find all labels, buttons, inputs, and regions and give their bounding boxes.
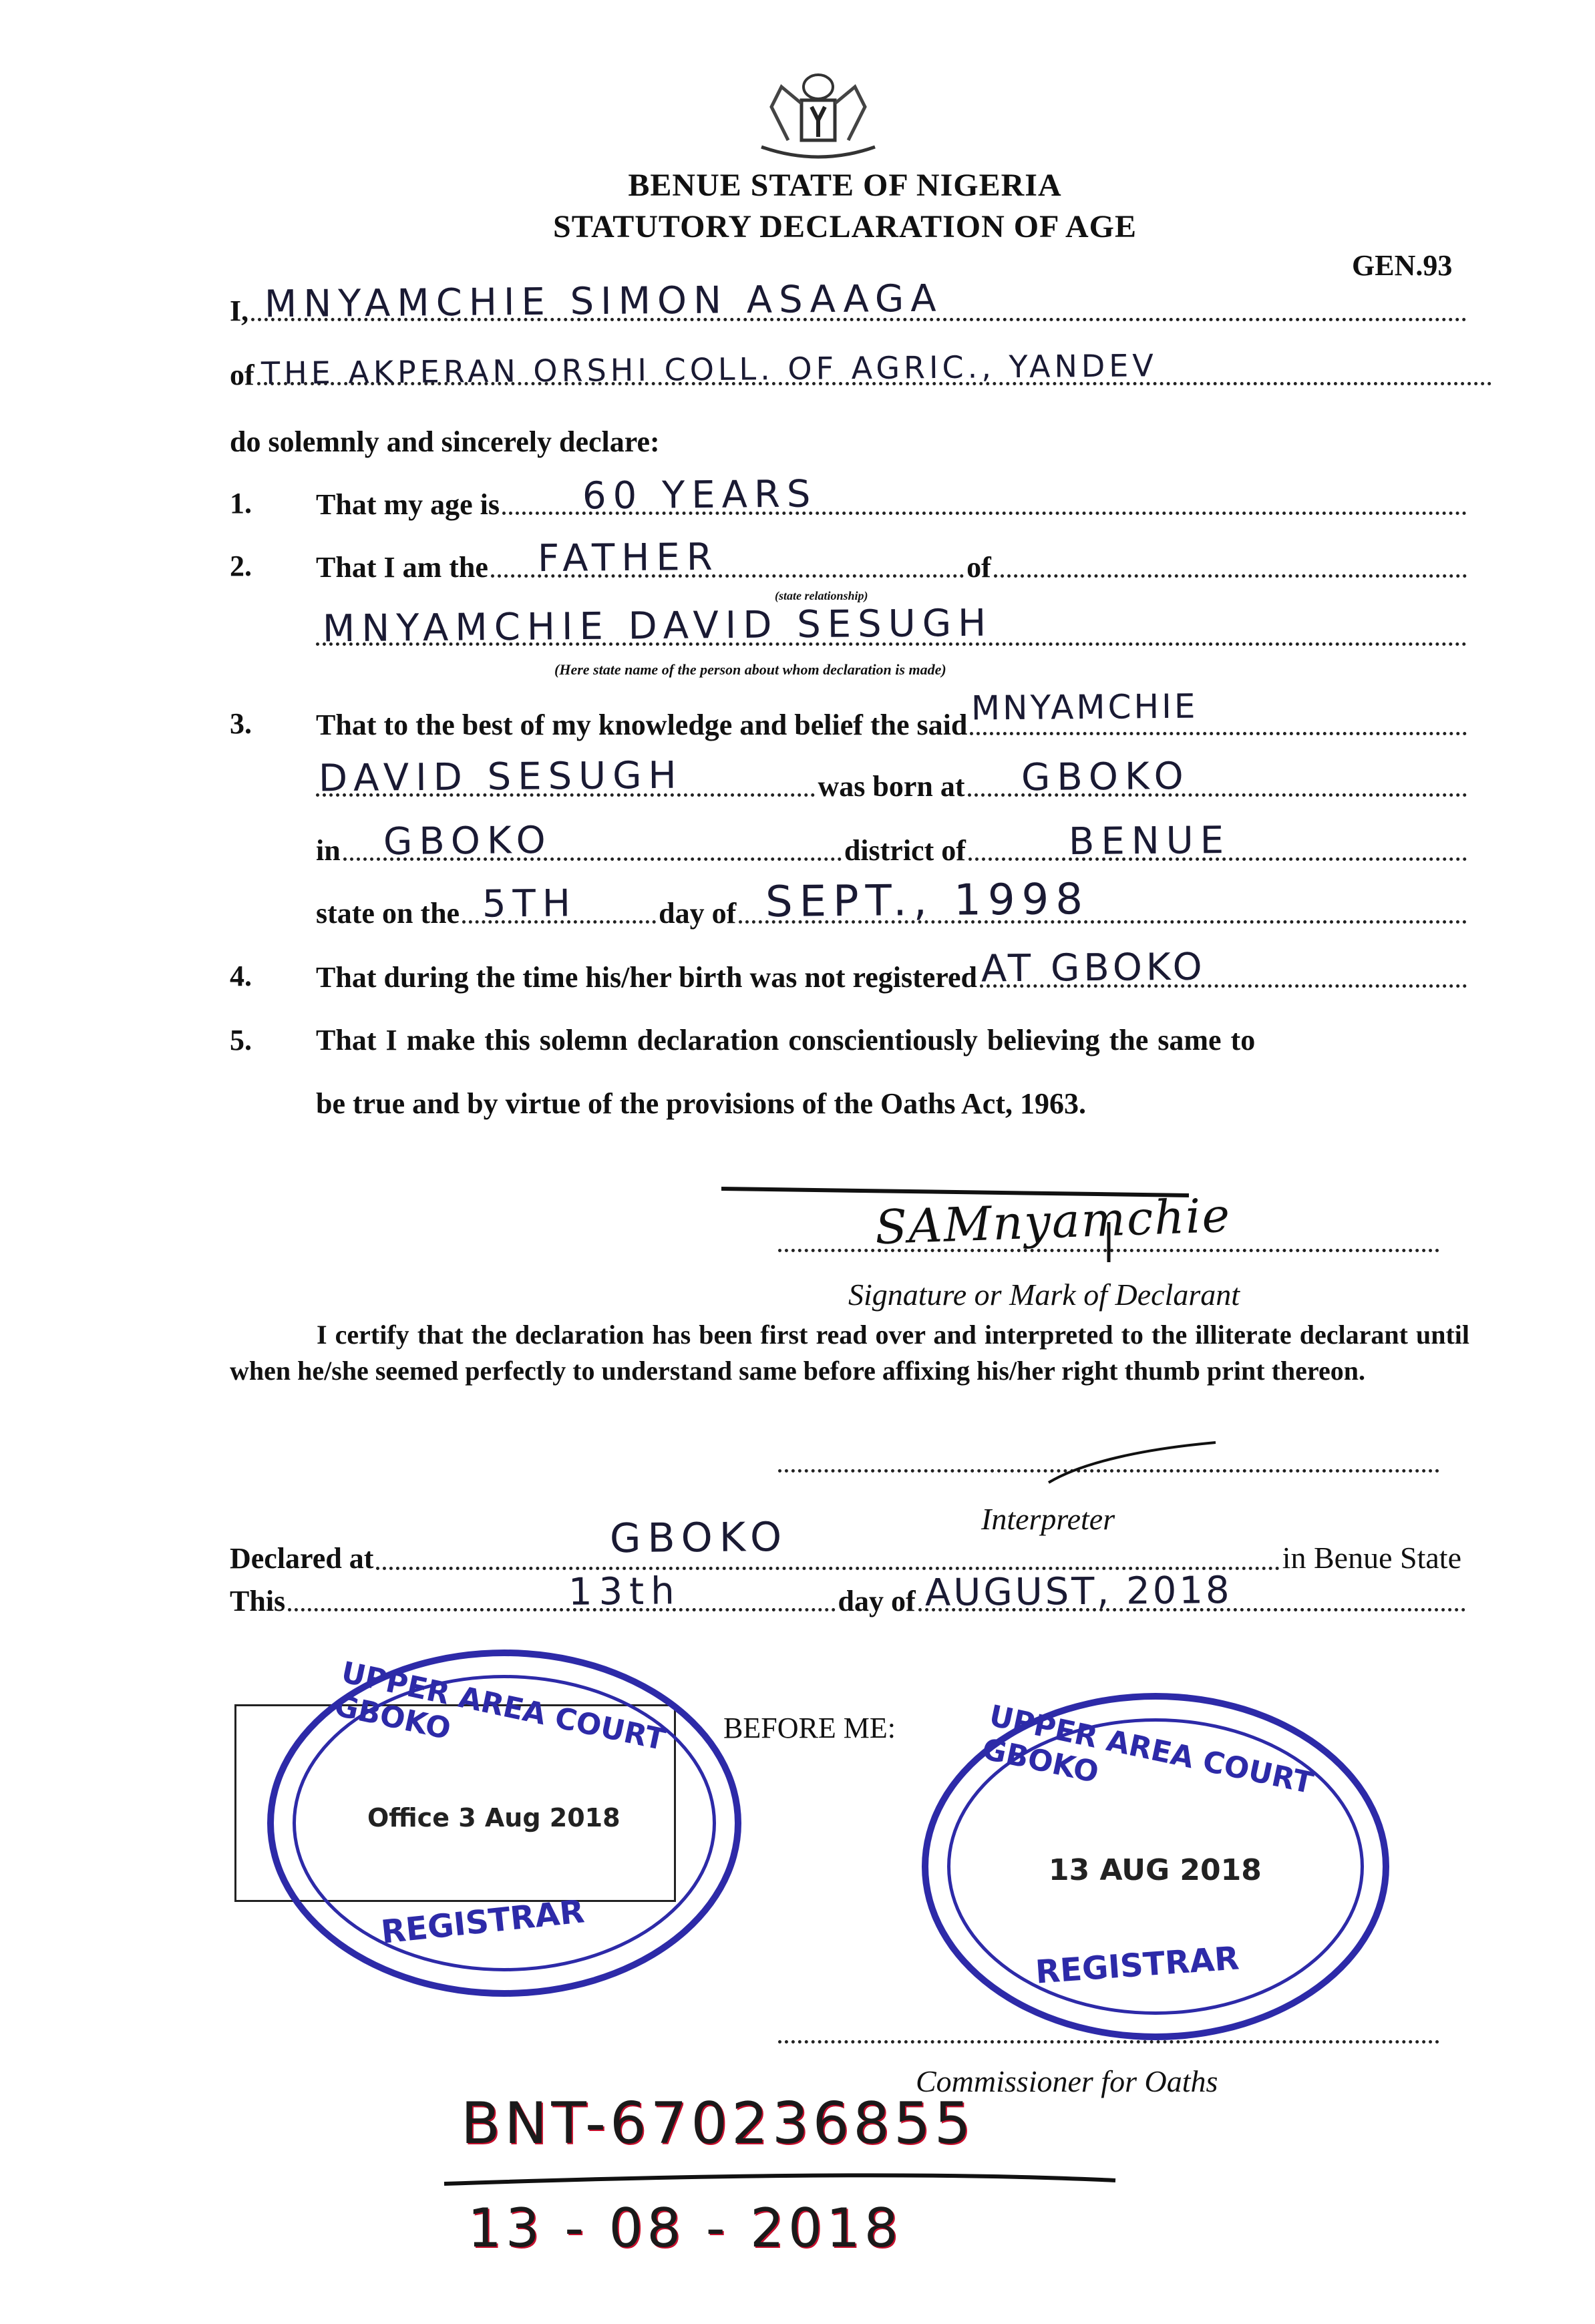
item-5-line-1: That I make this solemn declaration conscientiously believing the same to bbox=[316, 1024, 1256, 1056]
item-1-number: 1. bbox=[230, 487, 252, 520]
item-3-number: 3. bbox=[230, 707, 252, 740]
interpreter-signature bbox=[1042, 1436, 1222, 1489]
signature-line bbox=[778, 1249, 1439, 1252]
benue-state-label: in Benue State bbox=[1282, 1541, 1461, 1575]
of-label: of bbox=[230, 359, 254, 391]
person-name-hint: (Here state name of the person about whom declaration is made) bbox=[554, 661, 946, 678]
item-2-line bbox=[316, 537, 1469, 584]
day-of-label: day of bbox=[838, 1585, 916, 1617]
declarant-name-line bbox=[230, 276, 1469, 328]
birth-month-year: SEPT., 1998 bbox=[765, 874, 1090, 928]
person-name-part-2: DAVID SESUGH bbox=[318, 753, 683, 801]
in-label: in bbox=[316, 834, 341, 867]
age-value: 60 YEARS bbox=[582, 472, 818, 518]
birth-day: 5TH bbox=[482, 882, 578, 926]
item-3-line-3 bbox=[316, 820, 1469, 867]
person-name-part-1: MNYAMCHIE bbox=[971, 687, 1199, 728]
relationship-value: FATHER bbox=[537, 535, 719, 581]
left-stamp-bottom-text: REGISTRAR bbox=[379, 1893, 586, 1951]
right-stamp-date: 13 AUG 2018 bbox=[1049, 1853, 1262, 1887]
left-court-stamp bbox=[267, 1650, 741, 1997]
state-heading: BENUE STATE OF NIGERIA bbox=[628, 168, 1062, 203]
declared-date-line bbox=[230, 1568, 1468, 1618]
form-code: GEN.93 bbox=[1352, 249, 1453, 282]
relationship-hint: (state relationship) bbox=[775, 589, 868, 602]
item-5-number: 5. bbox=[230, 1024, 252, 1056]
coat-of-arms-emblem bbox=[748, 67, 888, 167]
birth-town: GBOKO bbox=[383, 818, 552, 864]
born-at-label: was born at bbox=[818, 770, 965, 803]
of-label: of bbox=[966, 551, 991, 584]
not-registered-place: AT GBOKO bbox=[981, 945, 1206, 991]
day-of-label: day of bbox=[659, 897, 737, 930]
declarant-name: MNYAMCHIE SIMON ASAAGA bbox=[264, 276, 943, 327]
declarant-address-line bbox=[230, 345, 1495, 392]
declared-month-year: AUGUST, 2018 bbox=[924, 1568, 1232, 1615]
item-3-line-1 bbox=[316, 687, 1469, 742]
document-title: STATUTORY DECLARATION OF AGE bbox=[553, 209, 1137, 244]
left-stamp-top-text: UPPER AREA COURT GBOKO bbox=[331, 1655, 669, 1758]
birth-district: BENUE bbox=[1068, 818, 1231, 864]
item-4-number: 4. bbox=[230, 960, 252, 992]
prefix-label: I, bbox=[230, 295, 249, 327]
certification-text: I certify that the declaration has been first read over and interpreted to the illiterate declarant until when he/she seemed perfectly to understand same before affixing his/her right thumb print thereon. bbox=[230, 1320, 1469, 1386]
declarant-address: THE AKPERAN ORSHI COLL. OF AGRIC., YANDEV bbox=[260, 347, 1158, 391]
birth-place: GBOKO bbox=[1021, 754, 1190, 800]
person-name-line bbox=[316, 601, 1469, 652]
annotation-underline bbox=[441, 2170, 1122, 2190]
signature-mark: SAMnyamchie bbox=[874, 1187, 1232, 1255]
right-stamp-top-text: UPPER AREA COURT GBOKO bbox=[979, 1698, 1316, 1801]
item-5-line-2: be true and by virtue of the provisions of the Oaths Act, 1963. bbox=[316, 1087, 1086, 1120]
declare-intro: do solemnly and sincerely declare: bbox=[230, 425, 660, 458]
district-label: district of bbox=[844, 834, 966, 867]
age-label: That my age is bbox=[316, 488, 500, 521]
commissioner-line bbox=[778, 2040, 1439, 2044]
item-3-line-2 bbox=[316, 753, 1469, 803]
annotation-code: BNT-670236855 bbox=[461, 2090, 975, 2157]
left-stamp-date: Office 3 Aug 2018 bbox=[367, 1803, 621, 1832]
this-label: This bbox=[230, 1585, 286, 1617]
signature-caption: Signature or Mark of Declarant bbox=[848, 1278, 1240, 1312]
right-stamp-bottom-text: REGISTRAR bbox=[1034, 1939, 1240, 1991]
before-me-label: BEFORE ME: bbox=[723, 1712, 896, 1744]
commissioner-caption: Commissioner for Oaths bbox=[916, 2064, 1218, 2098]
state-on-label: state on the bbox=[316, 897, 460, 930]
annotation-date: 13 - 08 - 2018 bbox=[468, 2197, 902, 2259]
interpreter-caption: Interpreter bbox=[981, 1502, 1115, 1536]
declared-day: 13th bbox=[568, 1569, 682, 1614]
relationship-label: That I am the bbox=[316, 551, 488, 584]
person-name: MNYAMCHIE DAVID SESUGH bbox=[322, 601, 993, 651]
item-1-line bbox=[316, 474, 1469, 522]
right-court-stamp bbox=[922, 1693, 1389, 2040]
declared-place: GBOKO bbox=[610, 1513, 789, 1563]
item-2-number: 2. bbox=[230, 550, 252, 582]
declared-at-label: Declared at bbox=[230, 1542, 374, 1575]
not-registered-label: That during the time his/her birth was not registered bbox=[316, 961, 978, 994]
item-3-line-4 bbox=[316, 874, 1469, 930]
belief-label: That to the best of my knowledge and belief the said bbox=[316, 709, 968, 741]
item-4-line bbox=[316, 947, 1469, 994]
